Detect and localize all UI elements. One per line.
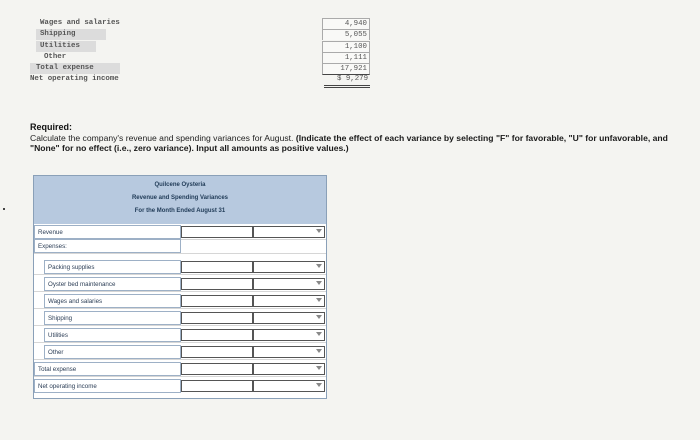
variance-amount-input[interactable] [181, 226, 253, 238]
variance-effect-select[interactable] [253, 226, 325, 238]
statement-row-shipping [30, 29, 370, 40]
table-row [34, 328, 326, 343]
statement-row-other [30, 52, 370, 63]
company-name: Quilcene Oysteria [154, 182, 206, 188]
table-row [34, 345, 326, 360]
statement-value: 5,055 [322, 29, 370, 40]
variance-amount-input[interactable] [181, 380, 253, 392]
chevron-down-icon [316, 332, 322, 336]
chevron-down-icon [316, 264, 322, 268]
row-label: Total expense [34, 362, 181, 376]
table-row [34, 260, 326, 275]
statement-row-net [30, 74, 370, 85]
chevron-down-icon [316, 281, 322, 285]
statement-label: Utilities [40, 41, 80, 50]
chevron-down-icon [316, 383, 322, 387]
variance-effect-select[interactable] [253, 363, 325, 375]
variance-effect-select[interactable] [253, 295, 325, 307]
chevron-down-icon [316, 298, 322, 302]
statement-value: 4,940 [322, 18, 370, 29]
table-header [34, 176, 326, 224]
variance-effect-select[interactable] [253, 278, 325, 290]
report-period: For the Month Ended August 31 [134, 208, 226, 214]
required-text-bold: (Indicate the effect of each variance by selecting "F" for favorable, "U" for unfavorable, and "None" for no effect (i.e., zero variance). Input all amounts as positive values.) [30, 132, 668, 153]
statement-label: Other [44, 52, 67, 61]
variance-amount-input[interactable] [181, 363, 253, 375]
statement-row-total [30, 63, 370, 74]
variance-amount-input[interactable] [181, 346, 253, 358]
row-label: Net operating income [34, 379, 181, 393]
statement-value: $ 9,279 [324, 74, 370, 88]
table-row [34, 311, 326, 326]
row-label: Revenue [34, 225, 181, 239]
statement-row-utilities [30, 41, 370, 52]
variance-effect-select[interactable] [253, 346, 325, 358]
variance-effect-select[interactable] [253, 312, 325, 324]
row-label: Expenses: [34, 239, 181, 253]
variance-amount-input[interactable] [181, 312, 253, 324]
table-row [34, 277, 326, 292]
variance-amount-input[interactable] [181, 278, 253, 290]
income-statement-fragment [30, 18, 370, 86]
chevron-down-icon [316, 315, 322, 319]
statement-row-wages [30, 18, 370, 29]
variance-table [33, 175, 327, 399]
statement-value: 1,100 [322, 41, 370, 52]
statement-label: Shipping [40, 30, 76, 39]
row-label: Wages and salaries [44, 294, 181, 308]
variance-effect-select[interactable] [253, 329, 325, 341]
statement-value: 17,921 [322, 63, 370, 75]
statement-label: Wages and salaries [40, 19, 120, 27]
row-label: Oyster bed maintenance [44, 277, 181, 291]
variance-amount-input[interactable] [181, 261, 253, 273]
row-label: Shipping [44, 311, 181, 325]
row-label: Packing supplies [44, 260, 181, 274]
statement-label: Total expense [36, 64, 94, 73]
chevron-down-icon [316, 229, 322, 233]
required-instructions [30, 122, 670, 154]
required-text-plain: Calculate the company's revenue and spending variances for August. [30, 132, 294, 143]
variance-effect-select[interactable] [253, 261, 325, 273]
chevron-down-icon [316, 349, 322, 353]
statement-label: Net operating income [30, 75, 119, 84]
chevron-down-icon [316, 366, 322, 370]
variance-effect-select[interactable] [253, 380, 325, 392]
row-label: Utilities [44, 328, 181, 342]
table-row [34, 225, 326, 240]
table-row [34, 239, 326, 254]
row-label: Other [44, 345, 181, 359]
required-body [30, 133, 670, 154]
table-row [34, 294, 326, 309]
report-title: Revenue and Spending Variances [131, 195, 229, 201]
table-row [34, 362, 326, 377]
variance-amount-input[interactable] [181, 329, 253, 341]
page-marker [3, 208, 5, 210]
variance-amount-input[interactable] [181, 295, 253, 307]
required-heading: Required: [30, 122, 73, 132]
table-row [34, 379, 326, 393]
statement-value: 1,111 [322, 52, 370, 64]
